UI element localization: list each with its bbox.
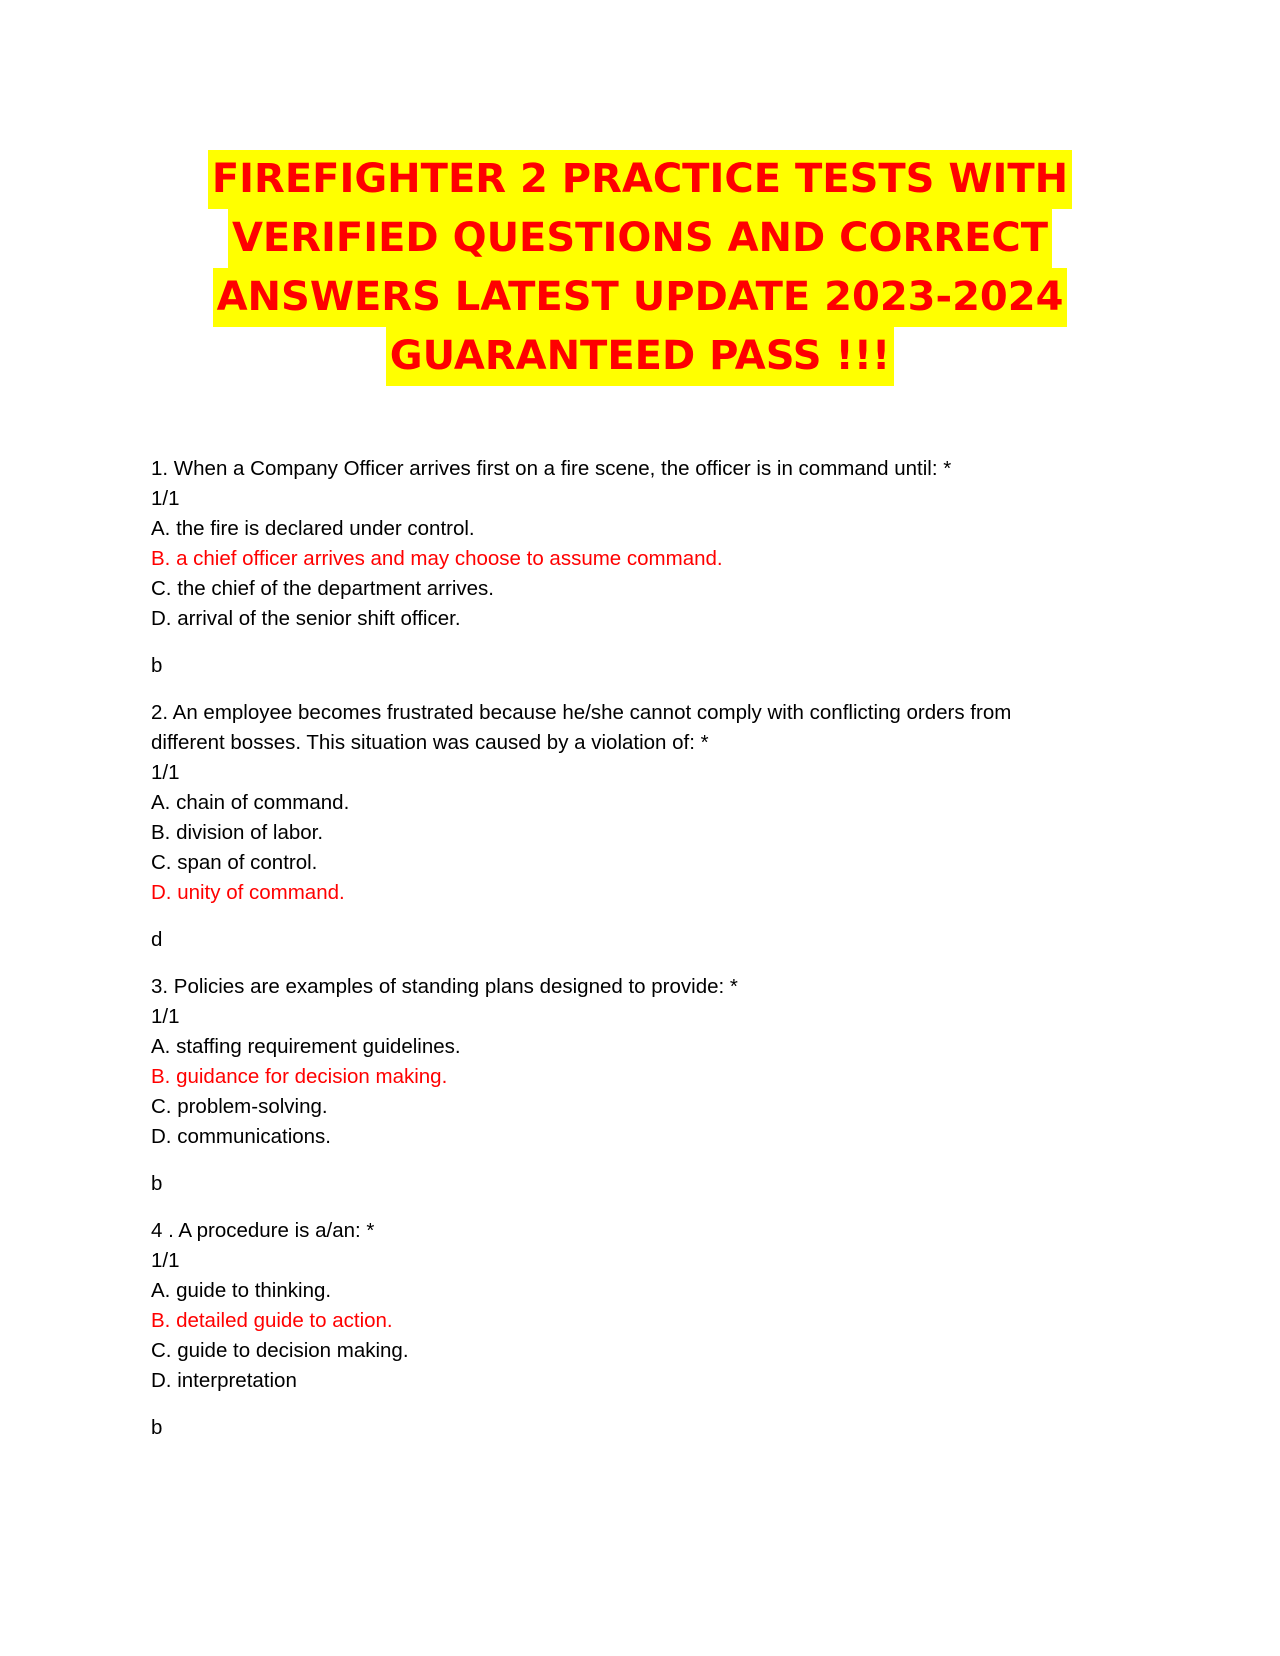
question-3-prompt: 3. Policies are examples of standing plans designed to provide: *	[151, 975, 738, 998]
question-1-option-b-correct: B. a chief officer arrives and may choose to assume command.	[151, 547, 723, 570]
question-4-option-b-correct: B. detailed guide to action.	[151, 1309, 393, 1332]
question-1-option-c: C. the chief of the department arrives.	[151, 577, 494, 600]
question-3-option-c: C. problem-solving.	[151, 1095, 328, 1118]
question-3-answer: b	[151, 1172, 163, 1195]
question-4-score: 1/1	[151, 1249, 180, 1272]
question-3	[151, 972, 1091, 1199]
title-line-3: ANSWERS LATEST UPDATE 2023-2024	[213, 268, 1068, 327]
question-2-answer: d	[151, 928, 163, 951]
question-4	[151, 1216, 1091, 1443]
question-1-answer: b	[151, 654, 163, 677]
question-4-answer: b	[151, 1416, 163, 1439]
title-line-1: FIREFIGHTER 2 PRACTICE TESTS WITH	[208, 150, 1072, 209]
question-2-option-b: B. division of labor.	[151, 821, 324, 844]
question-1	[151, 454, 1091, 681]
question-list	[151, 454, 1091, 1460]
question-1-prompt: 1. When a Company Officer arrives first on a fire scene, the officer is in command until: *	[151, 457, 952, 480]
question-1-option-d: D. arrival of the senior shift officer.	[151, 607, 461, 630]
question-2-option-c: C. span of control.	[151, 851, 318, 874]
question-2-option-d-correct: D. unity of command.	[151, 881, 345, 904]
question-2-option-a: A. chain of command.	[151, 791, 350, 814]
question-3-score: 1/1	[151, 1005, 180, 1028]
question-4-option-a: A. guide to thinking.	[151, 1279, 332, 1302]
question-3-option-a: A. staffing requirement guidelines.	[151, 1035, 461, 1058]
question-2-prompt-line-2: different bosses. This situation was caused by a violation of: *	[151, 731, 709, 754]
question-1-option-a: A. the fire is declared under control.	[151, 517, 475, 540]
question-1-score: 1/1	[151, 487, 180, 510]
question-3-option-b-correct: B. guidance for decision making.	[151, 1065, 448, 1088]
question-4-option-d: D. interpretation	[151, 1369, 297, 1392]
question-2-score: 1/1	[151, 761, 180, 784]
question-4-prompt: 4 . A procedure is a/an: *	[151, 1219, 375, 1242]
question-2	[151, 698, 1091, 955]
title-line-4: GUARANTEED PASS !!!	[386, 327, 894, 386]
question-2-prompt-line-1: 2. An employee becomes frustrated because he/she cannot comply with conflicting orders from	[151, 701, 1012, 724]
question-3-option-d: D. communications.	[151, 1125, 332, 1148]
document-title	[0, 150, 1280, 386]
question-4-option-c: C. guide to decision making.	[151, 1339, 409, 1362]
title-line-2: VERIFIED QUESTIONS AND CORRECT	[228, 209, 1052, 268]
